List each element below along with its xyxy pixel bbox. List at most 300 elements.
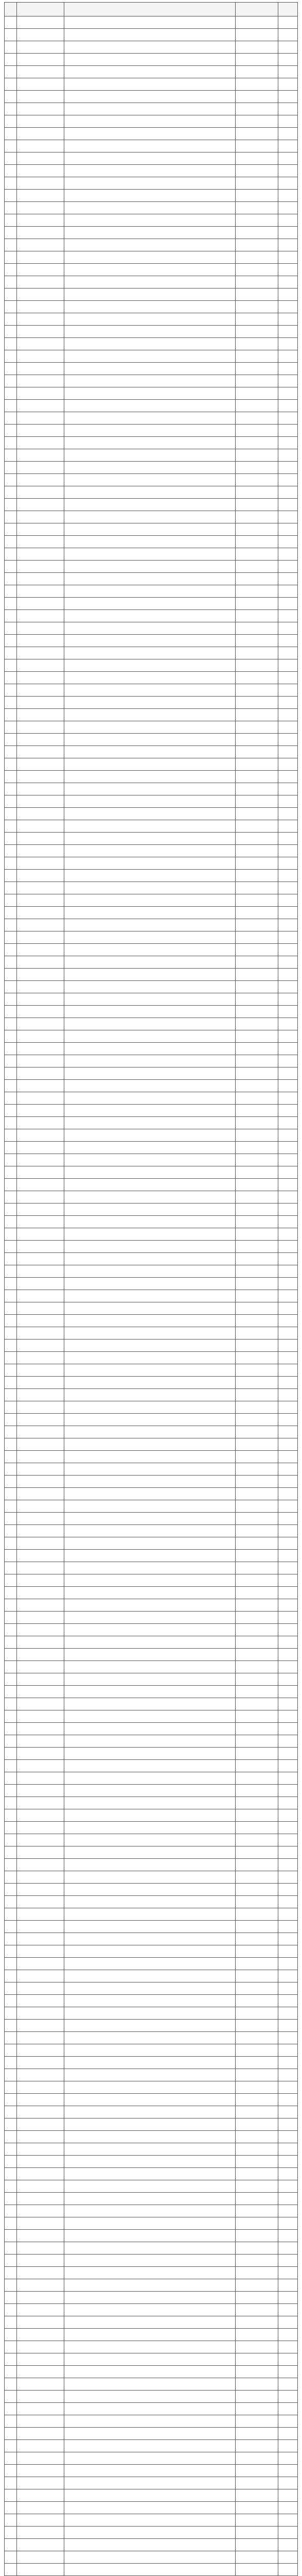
table-cell — [278, 1179, 298, 1191]
table-cell — [5, 1921, 17, 1933]
table-cell — [64, 152, 236, 165]
table-row — [5, 1772, 298, 1785]
table-cell — [5, 870, 17, 882]
table-row — [5, 1612, 298, 1624]
table-cell — [64, 2106, 236, 2119]
table-cell — [16, 734, 64, 746]
table-cell — [235, 1748, 278, 1760]
table-cell — [64, 598, 236, 610]
table-cell — [5, 882, 17, 894]
table-cell — [235, 1710, 278, 1723]
table-cell — [64, 2279, 236, 2292]
table-cell — [16, 721, 64, 734]
table-cell — [16, 2465, 64, 2477]
table-cell — [235, 1970, 278, 1982]
table-cell — [278, 697, 298, 709]
table-cell — [5, 697, 17, 709]
table-cell — [16, 2428, 64, 2440]
table-cell — [5, 375, 17, 387]
table-cell — [16, 251, 64, 264]
table-cell — [278, 115, 298, 128]
table-cell — [278, 635, 298, 647]
table-cell — [278, 1550, 298, 1562]
table-cell — [16, 2081, 64, 2094]
table-cell — [16, 1290, 64, 1302]
table-cell — [235, 1945, 278, 1958]
table-cell — [64, 610, 236, 622]
table-row — [5, 1179, 298, 1191]
table-cell — [5, 622, 17, 635]
table-cell — [5, 1340, 17, 1352]
table-cell — [16, 635, 64, 647]
table-cell — [16, 276, 64, 289]
table-cell — [278, 103, 298, 115]
table-row — [5, 721, 298, 734]
table-cell — [16, 783, 64, 795]
table-cell — [16, 1933, 64, 1945]
table-row — [5, 1673, 298, 1686]
table-cell — [5, 2465, 17, 2477]
table-cell — [64, 1908, 236, 1921]
table-cell — [235, 511, 278, 523]
table-row — [5, 350, 298, 363]
table-cell — [5, 894, 17, 907]
table-cell — [64, 1315, 236, 1327]
table-cell — [64, 1624, 236, 1636]
table-cell — [5, 2551, 17, 2564]
table-cell — [235, 1488, 278, 1500]
table-cell — [278, 2366, 298, 2378]
table-cell — [64, 1710, 236, 1723]
table-cell — [278, 2341, 298, 2353]
table-cell — [16, 907, 64, 919]
table-cell — [64, 214, 236, 227]
table-cell — [278, 1834, 298, 1846]
table-cell — [16, 1340, 64, 1352]
table-row — [5, 2440, 298, 2452]
table-cell — [16, 610, 64, 622]
table-cell — [278, 956, 298, 969]
table-cell — [278, 1278, 298, 1290]
table-cell — [16, 845, 64, 857]
table-cell — [16, 1302, 64, 1315]
table-row — [5, 2304, 298, 2316]
table-row — [5, 16, 298, 29]
table-row — [5, 1290, 298, 1302]
table-cell — [5, 2415, 17, 2428]
table-cell — [278, 771, 298, 783]
table-cell — [64, 251, 236, 264]
table-row — [5, 1896, 298, 1908]
table-row — [5, 2020, 298, 2032]
table-cell — [235, 1537, 278, 1550]
table-cell — [5, 561, 17, 573]
table-cell — [278, 1018, 298, 1030]
table-cell — [16, 2217, 64, 2230]
table-cell — [16, 152, 64, 165]
table-row — [5, 795, 298, 808]
table-row — [5, 2391, 298, 2403]
table-cell — [16, 1958, 64, 1970]
table-cell — [16, 165, 64, 177]
table-cell — [64, 684, 236, 697]
table-cell — [5, 1426, 17, 1438]
table-cell — [235, 919, 278, 931]
table-cell — [64, 202, 236, 214]
table-cell — [64, 2044, 236, 2057]
table-cell — [5, 400, 17, 412]
table-row — [5, 165, 298, 177]
table-cell — [5, 1290, 17, 1302]
table-cell — [278, 1562, 298, 1574]
table-row — [5, 870, 298, 882]
table-cell — [278, 54, 298, 66]
table-row — [5, 1389, 298, 1401]
table-row — [5, 511, 298, 523]
table-cell — [235, 1364, 278, 1377]
table-cell — [235, 425, 278, 437]
table-cell — [235, 1080, 278, 1092]
table-cell — [278, 1649, 298, 1661]
table-row — [5, 29, 298, 41]
table-cell — [5, 1809, 17, 1822]
table-row — [5, 659, 298, 672]
table-row — [5, 41, 298, 54]
table-cell — [64, 425, 236, 437]
table-cell — [235, 1018, 278, 1030]
table-cell — [16, 1661, 64, 1673]
table-cell — [278, 1982, 298, 1995]
table-cell — [278, 1476, 298, 1488]
table-cell — [64, 2230, 236, 2242]
table-cell — [278, 474, 298, 486]
table-cell — [5, 1525, 17, 1537]
table-cell — [64, 2465, 236, 2477]
table-row — [5, 1513, 298, 1525]
table-cell — [235, 165, 278, 177]
table-row — [5, 783, 298, 795]
table-cell — [278, 326, 298, 338]
table-cell — [16, 103, 64, 115]
table-cell — [235, 2551, 278, 2564]
table-cell — [5, 808, 17, 820]
table-cell — [64, 239, 236, 251]
table-cell — [278, 1760, 298, 1772]
table-cell — [16, 1574, 64, 1587]
table-cell — [235, 2465, 278, 2477]
table-cell — [5, 1587, 17, 1599]
table-cell — [16, 1253, 64, 1265]
table-cell — [16, 1649, 64, 1661]
table-cell — [278, 1265, 298, 1278]
table-cell — [5, 1129, 17, 1142]
table-cell — [64, 1698, 236, 1710]
table-header-row — [5, 3, 298, 16]
table-cell — [5, 1710, 17, 1723]
table-cell — [235, 301, 278, 313]
table-cell — [16, 2366, 64, 2378]
table-body — [5, 16, 298, 2576]
table-cell — [235, 437, 278, 449]
table-cell — [5, 2242, 17, 2255]
table-cell — [16, 91, 64, 103]
table-cell — [278, 1587, 298, 1599]
table-cell — [16, 486, 64, 499]
table-cell — [16, 140, 64, 152]
table-cell — [235, 1933, 278, 1945]
table-cell — [16, 1228, 64, 1241]
table-cell — [64, 2242, 236, 2255]
table-cell — [5, 190, 17, 202]
table-cell — [64, 375, 236, 387]
table-row — [5, 2143, 298, 2156]
table-cell — [278, 2255, 298, 2267]
table-cell — [64, 734, 236, 746]
table-cell — [235, 2391, 278, 2403]
table-row — [5, 289, 298, 301]
table-cell — [5, 536, 17, 548]
table-row — [5, 1562, 298, 1574]
table-cell — [5, 2267, 17, 2279]
table-row — [5, 2180, 298, 2193]
table-cell — [16, 449, 64, 462]
table-cell — [5, 2341, 17, 2353]
table-cell — [278, 91, 298, 103]
table-cell — [64, 486, 236, 499]
table-cell — [64, 2255, 236, 2267]
table-row — [5, 882, 298, 894]
table-cell — [16, 1463, 64, 1476]
table-cell — [16, 1067, 64, 1080]
table-cell — [5, 2044, 17, 2057]
table-cell — [278, 41, 298, 54]
table-cell — [278, 808, 298, 820]
table-cell — [278, 1241, 298, 1253]
table-cell — [235, 1377, 278, 1389]
table-row — [5, 103, 298, 115]
table-row — [5, 1698, 298, 1710]
table-cell — [16, 350, 64, 363]
table-row — [5, 1970, 298, 1982]
table-row — [5, 981, 298, 993]
table-cell — [278, 214, 298, 227]
table-row — [5, 1945, 298, 1958]
table-cell — [64, 2057, 236, 2069]
table-cell — [5, 1080, 17, 1092]
table-cell — [16, 993, 64, 1006]
table-cell — [16, 585, 64, 598]
header-cell — [64, 3, 236, 16]
table-cell — [278, 251, 298, 264]
table-cell — [5, 2403, 17, 2415]
table-cell — [5, 1686, 17, 1698]
table-cell — [64, 128, 236, 140]
table-cell — [235, 2440, 278, 2452]
table-cell — [5, 1043, 17, 1055]
table-cell — [5, 2279, 17, 2292]
table-row — [5, 264, 298, 276]
table-cell — [235, 1574, 278, 1587]
table-cell — [235, 1834, 278, 1846]
table-cell — [278, 1945, 298, 1958]
table-cell — [5, 919, 17, 931]
table-cell — [64, 1488, 236, 1500]
table-cell — [16, 659, 64, 672]
table-cell — [278, 1636, 298, 1649]
table-row — [5, 152, 298, 165]
table-cell — [16, 1834, 64, 1846]
table-cell — [16, 1352, 64, 1364]
table-cell — [5, 1067, 17, 1080]
table-row — [5, 1710, 298, 1723]
table-cell — [5, 795, 17, 808]
table-row — [5, 956, 298, 969]
table-cell — [278, 2489, 298, 2502]
table-cell — [278, 2502, 298, 2514]
table-cell — [235, 1624, 278, 1636]
table-cell — [64, 808, 236, 820]
table-cell — [278, 1463, 298, 1476]
table-cell — [5, 1982, 17, 1995]
table-cell — [16, 2378, 64, 2391]
table-cell — [235, 2378, 278, 2391]
table-cell — [5, 709, 17, 721]
table-row — [5, 758, 298, 771]
table-cell — [235, 931, 278, 944]
table-cell — [235, 1513, 278, 1525]
table-cell — [278, 2267, 298, 2279]
table-row — [5, 2514, 298, 2527]
table-row — [5, 1488, 298, 1500]
table-cell — [5, 956, 17, 969]
table-row — [5, 1958, 298, 1970]
table-row — [5, 907, 298, 919]
table-cell — [5, 981, 17, 993]
table-cell — [5, 289, 17, 301]
table-cell — [64, 1970, 236, 1982]
table-cell — [278, 721, 298, 734]
table-cell — [5, 993, 17, 1006]
table-cell — [235, 684, 278, 697]
table-row — [5, 1302, 298, 1315]
table-cell — [235, 1698, 278, 1710]
table-cell — [64, 931, 236, 944]
table-cell — [235, 1092, 278, 1105]
table-cell — [5, 1327, 17, 1340]
table-cell — [64, 1241, 236, 1253]
table-row — [5, 2267, 298, 2279]
table-cell — [235, 2514, 278, 2527]
table-cell — [5, 1859, 17, 1871]
table-cell — [235, 2193, 278, 2205]
table-cell — [64, 1884, 236, 1896]
table-cell — [64, 1476, 236, 1488]
table-cell — [278, 795, 298, 808]
table-cell — [16, 412, 64, 425]
table-cell — [5, 684, 17, 697]
table-cell — [16, 2069, 64, 2081]
table-cell — [278, 907, 298, 919]
table-cell — [5, 1302, 17, 1315]
header-cell — [16, 3, 64, 16]
table-cell — [278, 2477, 298, 2489]
table-cell — [278, 919, 298, 931]
table-cell — [235, 91, 278, 103]
table-cell — [16, 1673, 64, 1686]
table-row — [5, 425, 298, 437]
table-cell — [235, 1476, 278, 1488]
table-row — [5, 1933, 298, 1945]
table-cell — [235, 2020, 278, 2032]
table-cell — [235, 1315, 278, 1327]
table-cell — [5, 585, 17, 598]
table-cell — [16, 1537, 64, 1550]
table-cell — [64, 1587, 236, 1599]
table-cell — [64, 919, 236, 931]
table-cell — [64, 1302, 236, 1315]
table-cell — [64, 1463, 236, 1476]
table-cell — [5, 1179, 17, 1191]
table-cell — [16, 1896, 64, 1908]
table-row — [5, 2489, 298, 2502]
table-cell — [278, 2514, 298, 2527]
table-cell — [278, 845, 298, 857]
table-cell — [64, 1649, 236, 1661]
table-cell — [235, 1785, 278, 1797]
table-cell — [278, 684, 298, 697]
table-row — [5, 2366, 298, 2378]
table-cell — [235, 313, 278, 326]
table-row — [5, 1624, 298, 1636]
table-row — [5, 969, 298, 981]
table-row — [5, 808, 298, 820]
table-cell — [235, 2329, 278, 2341]
table-cell — [5, 771, 17, 783]
table-row — [5, 214, 298, 227]
table-cell — [5, 449, 17, 462]
table-cell — [5, 239, 17, 251]
table-cell — [278, 1599, 298, 1612]
table-cell — [64, 2316, 236, 2329]
table-cell — [5, 1204, 17, 1216]
table-cell — [64, 227, 236, 239]
table-row — [5, 672, 298, 684]
table-row — [5, 2032, 298, 2044]
table-cell — [278, 16, 298, 29]
table-cell — [278, 672, 298, 684]
table-cell — [235, 1797, 278, 1809]
table-cell — [235, 1822, 278, 1834]
table-cell — [235, 276, 278, 289]
table-cell — [64, 536, 236, 548]
table-cell — [16, 1191, 64, 1204]
table-row — [5, 1636, 298, 1649]
table-cell — [64, 1055, 236, 1067]
table-cell — [235, 1871, 278, 1884]
table-cell — [5, 1574, 17, 1587]
table-cell — [235, 375, 278, 387]
table-cell — [235, 128, 278, 140]
table-cell — [64, 2267, 236, 2279]
table-cell — [278, 499, 298, 511]
table-cell — [64, 857, 236, 870]
table-cell — [278, 1426, 298, 1438]
table-cell — [16, 2279, 64, 2292]
table-cell — [278, 1006, 298, 1018]
table-cell — [235, 1463, 278, 1476]
table-row — [5, 190, 298, 202]
table-row — [5, 338, 298, 350]
